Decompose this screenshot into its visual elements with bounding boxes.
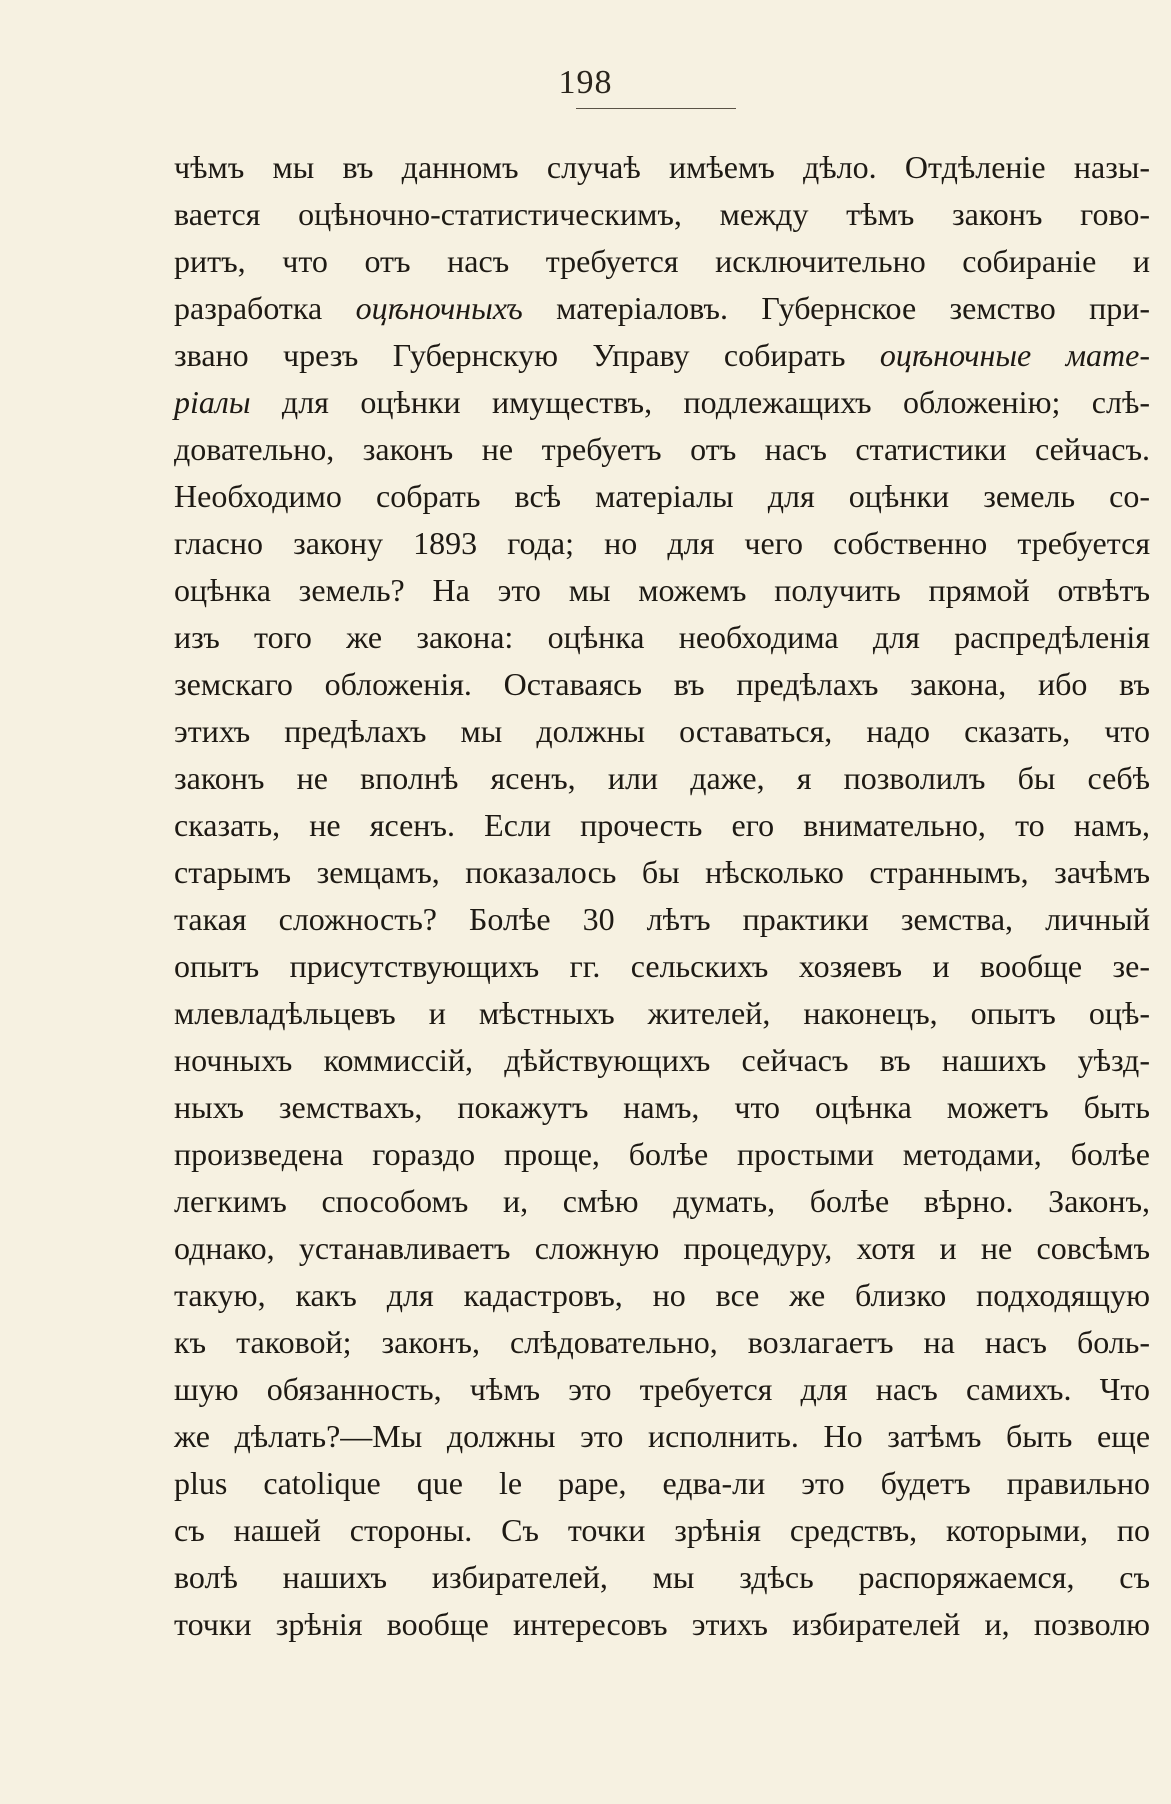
text-segment: волѣ нашихъ избирателей, мы здѣсь распоряжаемся, съ <box>174 1559 1151 1595</box>
text-line <box>174 285 1150 332</box>
text-line <box>174 990 1150 1037</box>
text-line <box>174 567 1150 614</box>
text-segment: съ нашей стороны. Съ точки зрѣнія средствъ, которыми, по <box>174 1512 1150 1548</box>
text-line <box>174 661 1150 708</box>
text-line <box>174 1131 1150 1178</box>
italic-text-segment: оцѣночные мате- <box>879 337 1151 373</box>
text-segment: вается оцѣночно-статистическимъ, между тѣмъ законъ гово- <box>174 196 1151 232</box>
text-segment: ныхъ земствахъ, покажутъ намъ, что оцѣнка можетъ быть <box>174 1089 1150 1125</box>
text-line <box>174 379 1150 426</box>
text-line <box>174 1084 1150 1131</box>
text-line <box>174 1601 1150 1648</box>
text-segment: для оцѣнки имуществъ, подлежащихъ обложенію; слѣ- <box>250 384 1150 420</box>
text-line <box>174 1225 1150 1272</box>
text-line <box>174 1366 1150 1413</box>
body-text <box>174 144 1150 1648</box>
text-segment: довательно, законъ не требуетъ отъ насъ статистики сейчасъ. <box>174 431 1150 467</box>
text-segment: точки зрѣнія вообще интересовъ этихъ избирателей и, позволю <box>174 1606 1151 1642</box>
text-segment: опытъ присутствующихъ гг. сельскихъ хозяевъ и вообще зе- <box>174 948 1151 984</box>
text-segment: матеріаловъ. Губернское земство при- <box>522 290 1151 326</box>
text-line <box>174 943 1150 990</box>
text-line <box>174 426 1150 473</box>
text-segment: разработка <box>174 290 356 326</box>
text-segment: изъ того же закона: оцѣнка необходима для распредѣленія <box>174 619 1150 655</box>
text-line <box>174 473 1150 520</box>
text-segment: законъ не вполнѣ ясенъ, или даже, я позволилъ бы себѣ <box>174 760 1150 796</box>
text-line <box>174 1507 1150 1554</box>
italic-text-segment: оцѣночныхъ <box>355 290 523 326</box>
text-segment: такая сложность? Болѣе 30 лѣтъ практики земства, личный <box>174 901 1151 937</box>
text-segment: оцѣнка земель? На это мы можемъ получить прямой отвѣтъ <box>174 572 1151 608</box>
text-segment: млевладѣльцевъ и мѣстныхъ жителей, наконецъ, опытъ оцѣ- <box>174 995 1150 1031</box>
text-line <box>174 1554 1150 1601</box>
text-segment: старымъ земцамъ, показалось бы нѣсколько страннымъ, зачѣмъ <box>174 854 1150 890</box>
text-segment: ночныхъ коммиссій, дѣйствующихъ сейчасъ въ нашихъ уѣзд- <box>174 1042 1150 1078</box>
text-segment: же дѣлать?—Мы должны это исполнить. Но затѣмъ быть еще <box>174 1418 1151 1454</box>
text-line <box>174 896 1150 943</box>
header-rule <box>576 108 736 109</box>
text-segment: земскаго обложенія. Оставаясь въ предѣлахъ закона, ибо въ <box>174 666 1150 702</box>
text-line <box>174 520 1150 567</box>
text-line <box>174 144 1150 191</box>
text-line <box>174 332 1150 379</box>
text-line <box>174 1460 1150 1507</box>
text-line <box>174 1178 1150 1225</box>
text-segment: ритъ, что отъ насъ требуется исключительно собираніе и <box>174 243 1150 279</box>
text-segment: чѣмъ мы въ данномъ случаѣ имѣемъ дѣло. Отдѣленіе назы- <box>174 149 1151 185</box>
text-line <box>174 708 1150 755</box>
text-segment: произведена гораздо проще, болѣе простыми методами, болѣе <box>174 1136 1150 1172</box>
text-segment: такую, какъ для кадастровъ, но все же близко подходящую <box>174 1277 1150 1313</box>
text-segment: звано чрезъ Губернскую Управу собирать <box>174 337 880 373</box>
text-line <box>174 1272 1150 1319</box>
text-line <box>174 1319 1150 1366</box>
text-segment: къ таковой; законъ, слѣдовательно, возлагаетъ на насъ боль- <box>174 1324 1151 1360</box>
text-line <box>174 238 1150 285</box>
text-line <box>174 755 1150 802</box>
text-segment: гласно закону 1893 года; но для чего собственно требуется <box>174 525 1151 561</box>
italic-text-segment: ріалы <box>174 384 251 420</box>
text-segment: сказать, не ясенъ. Если прочесть его внимательно, то намъ, <box>174 807 1150 843</box>
text-segment: легкимъ способомъ и, смѣю думать, болѣе вѣрно. Законъ, <box>174 1183 1151 1219</box>
text-segment: Необходимо собрать всѣ матеріалы для оцѣнки земель со- <box>174 478 1151 514</box>
page-number: 198 <box>558 64 613 101</box>
text-segment: plus catolique que le pape, едва-ли это будетъ правильно <box>174 1465 1150 1501</box>
text-segment: шую обязанность, чѣмъ это требуется для насъ самихъ. Что <box>174 1371 1150 1407</box>
text-line <box>174 614 1150 661</box>
text-segment: однако, устанавливаетъ сложную процедуру, хотя и не совсѣмъ <box>174 1230 1151 1266</box>
text-line <box>174 849 1150 896</box>
text-segment: этихъ предѣлахъ мы должны оставаться, надо сказать, что <box>174 713 1150 749</box>
text-line <box>174 1413 1150 1460</box>
text-line <box>174 191 1150 238</box>
text-line <box>174 1037 1150 1084</box>
text-line <box>174 802 1150 849</box>
